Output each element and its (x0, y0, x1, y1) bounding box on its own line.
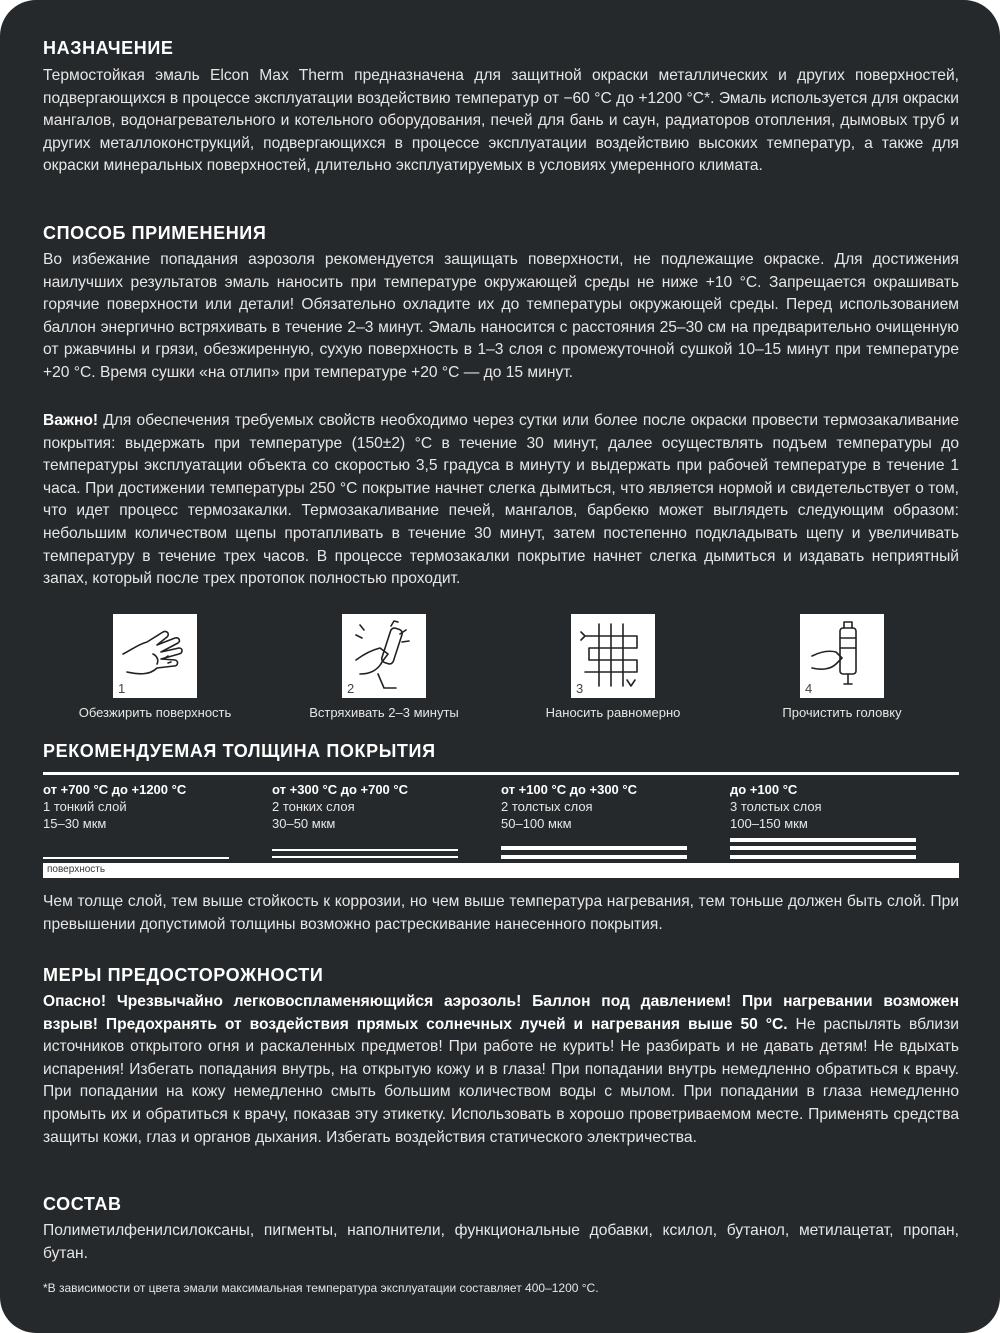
thickness-divider (43, 772, 959, 775)
precautions-warning: Опасно! Чрезвычайно легковоспламеняющийся аэрозоль! Баллон под давлением! При нагревании возможен взрыв! Предохранять от воздействия прямых солнечных лучей и нагревания выше 50 °C. (43, 993, 959, 1033)
thickness-range: до +100 °C (730, 782, 798, 797)
thickness-layers: 3 толстых слоя (730, 799, 822, 814)
layer-line (501, 846, 687, 850)
footnote: *В зависимости от цвета эмали максимальная температура эксплуатации составляет 400–1200 °C. (43, 1281, 599, 1295)
clean-nozzle-icon (800, 614, 884, 698)
precautions-body: Не распылять вблизи источников открытого огня и раскаленных предметов! При работе не курить! Не разбирать и не давать детям! Не вдыхать испарения! Избегать попадания внутрь, на открытую кожу и в глаза! При попадании внутрь немедленно обратиться к врачу. При попадании на кожу немедленно смыть большим количеством воды с мылом. При попадании в глаза немедленно промыть их и обратиться к врачу, показав эту этикетку. Использовать в хорошо проветриваемом месте. Применять средства защиты кожи, глаз и органов дыхания. Избегать воздействия статического электричества. (43, 1015, 959, 1146)
thickness-column-1 (43, 781, 243, 832)
thickness-microns: 30–50 мкм (272, 816, 336, 831)
step-2-caption: Встряхивать 2–3 минуты (309, 705, 459, 720)
layer-line (43, 857, 229, 859)
thickness-range: от +100 °C до +300 °C (501, 782, 637, 797)
layer-line (730, 838, 916, 842)
step-2-number: 2 (347, 681, 355, 696)
thickness-column-3 (501, 781, 701, 832)
layer-line (730, 846, 916, 850)
precautions-text (43, 991, 959, 1149)
thickness-range: от +700 °C до +1200 °C (43, 782, 187, 797)
surface-label: поверхность (47, 864, 106, 875)
thickness-note: Чем толще слой, тем выше стойкость к коррозии, но чем выше температура нагревания, тем тоньше должен быть слой. При превышении допустимой толщины возможно растрескивание нанесенного покрытия. (43, 893, 959, 933)
step-1-number: 1 (118, 681, 126, 696)
thickness-layers: 2 тонких слоя (272, 799, 355, 814)
composition-text: Полиметилфенилсилоксаны, пигменты, наполнители, функциональные добавки, ксилол, бутанол, метилацетат, пропан, бутан. (43, 1222, 959, 1262)
purpose-title: НАЗНАЧЕНИЕ (43, 38, 174, 58)
step-4-caption: Прочистить головку (782, 705, 902, 720)
layer-line (272, 849, 458, 851)
thickness-column-4 (730, 781, 930, 832)
layer-line (272, 856, 458, 858)
application-title: СПОСОБ ПРИМЕНЕНИЯ (43, 223, 267, 243)
thickness-microns: 50–100 мкм (501, 816, 572, 831)
thickness-microns: 100–150 мкм (730, 816, 808, 831)
important-text: Для обеспечения требуемых свойств необходимо через сутки или более после окраски провести термозакаливание покрытия: выдержать при температуре (150±2) °C в течение 30 минут, далее осуществлять подъем температуры до температуры эксплуатации объекта со скоростью 3,5 градуса в минуту и выдержать при рабочей температуре в течение 1 часа. При достижении температуры 250 °C покрытие начнет слегка дымиться, что является нормой и свидетельствует о том, что идет процесс термозакалки. Термозакаливание печей, мангалов, барбекю может выглядеть следующим образом: небольшим количеством щепы протапливать в течение 30 минут, затем постепенно подкладывать щепу и увеличивать температуру в течение трех часов. В процессе термозакалки покрытие начнет слегка дымиться и издавать неприятный запах, который после трех протопок полностью проходит. (43, 412, 959, 588)
important-paragraph (43, 410, 959, 591)
shake-can-icon (342, 614, 426, 698)
important-label: Важно! (43, 412, 99, 429)
step-3-caption: Наносить равномерно (545, 705, 681, 720)
thickness-layers: 2 толстых слоя (501, 799, 593, 814)
layer-line (501, 855, 687, 859)
thickness-layers: 1 тонкий слой (43, 799, 127, 814)
purpose-text: Термостойкая эмаль Elcon Max Therm предназначена для защитной окраски металлических и других поверхностей, подвергающихся в процессе эксплуатации воздействию температур от −60 °C до +1200 °C*. Эмаль используется для окраски мангалов, водонагревательного и котельного оборудования, печей для бань и саун, радиаторов отопления, дымовых труб и других металлоконструкций, подвергающихся в процессе эксплуатации воздействию высоких температур, а также для окраски минеральных поверхностей, длительно эксплуатируемых в условиях умеренного климата. (43, 67, 959, 175)
step-1-caption: Обезжирить поверхность (78, 705, 232, 720)
application-text: Во избежание попадания аэрозоля рекомендуется защищать поверхности, не подлежащие окраске. Для достижения наилучших результатов эмаль наносить при температуре окружающей среды не ниже +10 °C. Запрещается окрашивать горячие поверхности или детали! Обязательно охладите их до температуры окружающей среды. Перед использованием баллон энергично встряхивать в течение 2–3 минут. Эмаль наносится с расстояния 25–30 см на предварительно очищенную от ржавчины и грязи, обезжиренную, сухую поверхность в 1–3 слоя с промежуточной сушкой 10–15 минут при температуре +20 °C. Время сушки «на отлип» при температуре +20 °C — до 15 минут. (43, 251, 959, 381)
thickness-title: РЕКОМЕНДУЕМАЯ ТОЛЩИНА ПОКРЫТИЯ (43, 741, 436, 761)
step-3-number: 3 (576, 681, 584, 696)
composition-title: СОСТАВ (43, 1194, 122, 1214)
layer-line (730, 855, 916, 859)
spray-pattern-icon (571, 614, 655, 698)
thickness-range: от +300 °C до +700 °C (272, 782, 408, 797)
thickness-column-2 (272, 781, 472, 832)
step-4-number: 4 (805, 681, 813, 696)
precautions-title: МЕРЫ ПРЕДОСТОРОЖНОСТИ (43, 965, 324, 985)
thickness-microns: 15–30 мкм (43, 816, 107, 831)
hand-wipe-icon (113, 614, 197, 698)
surface-bar (43, 863, 959, 878)
